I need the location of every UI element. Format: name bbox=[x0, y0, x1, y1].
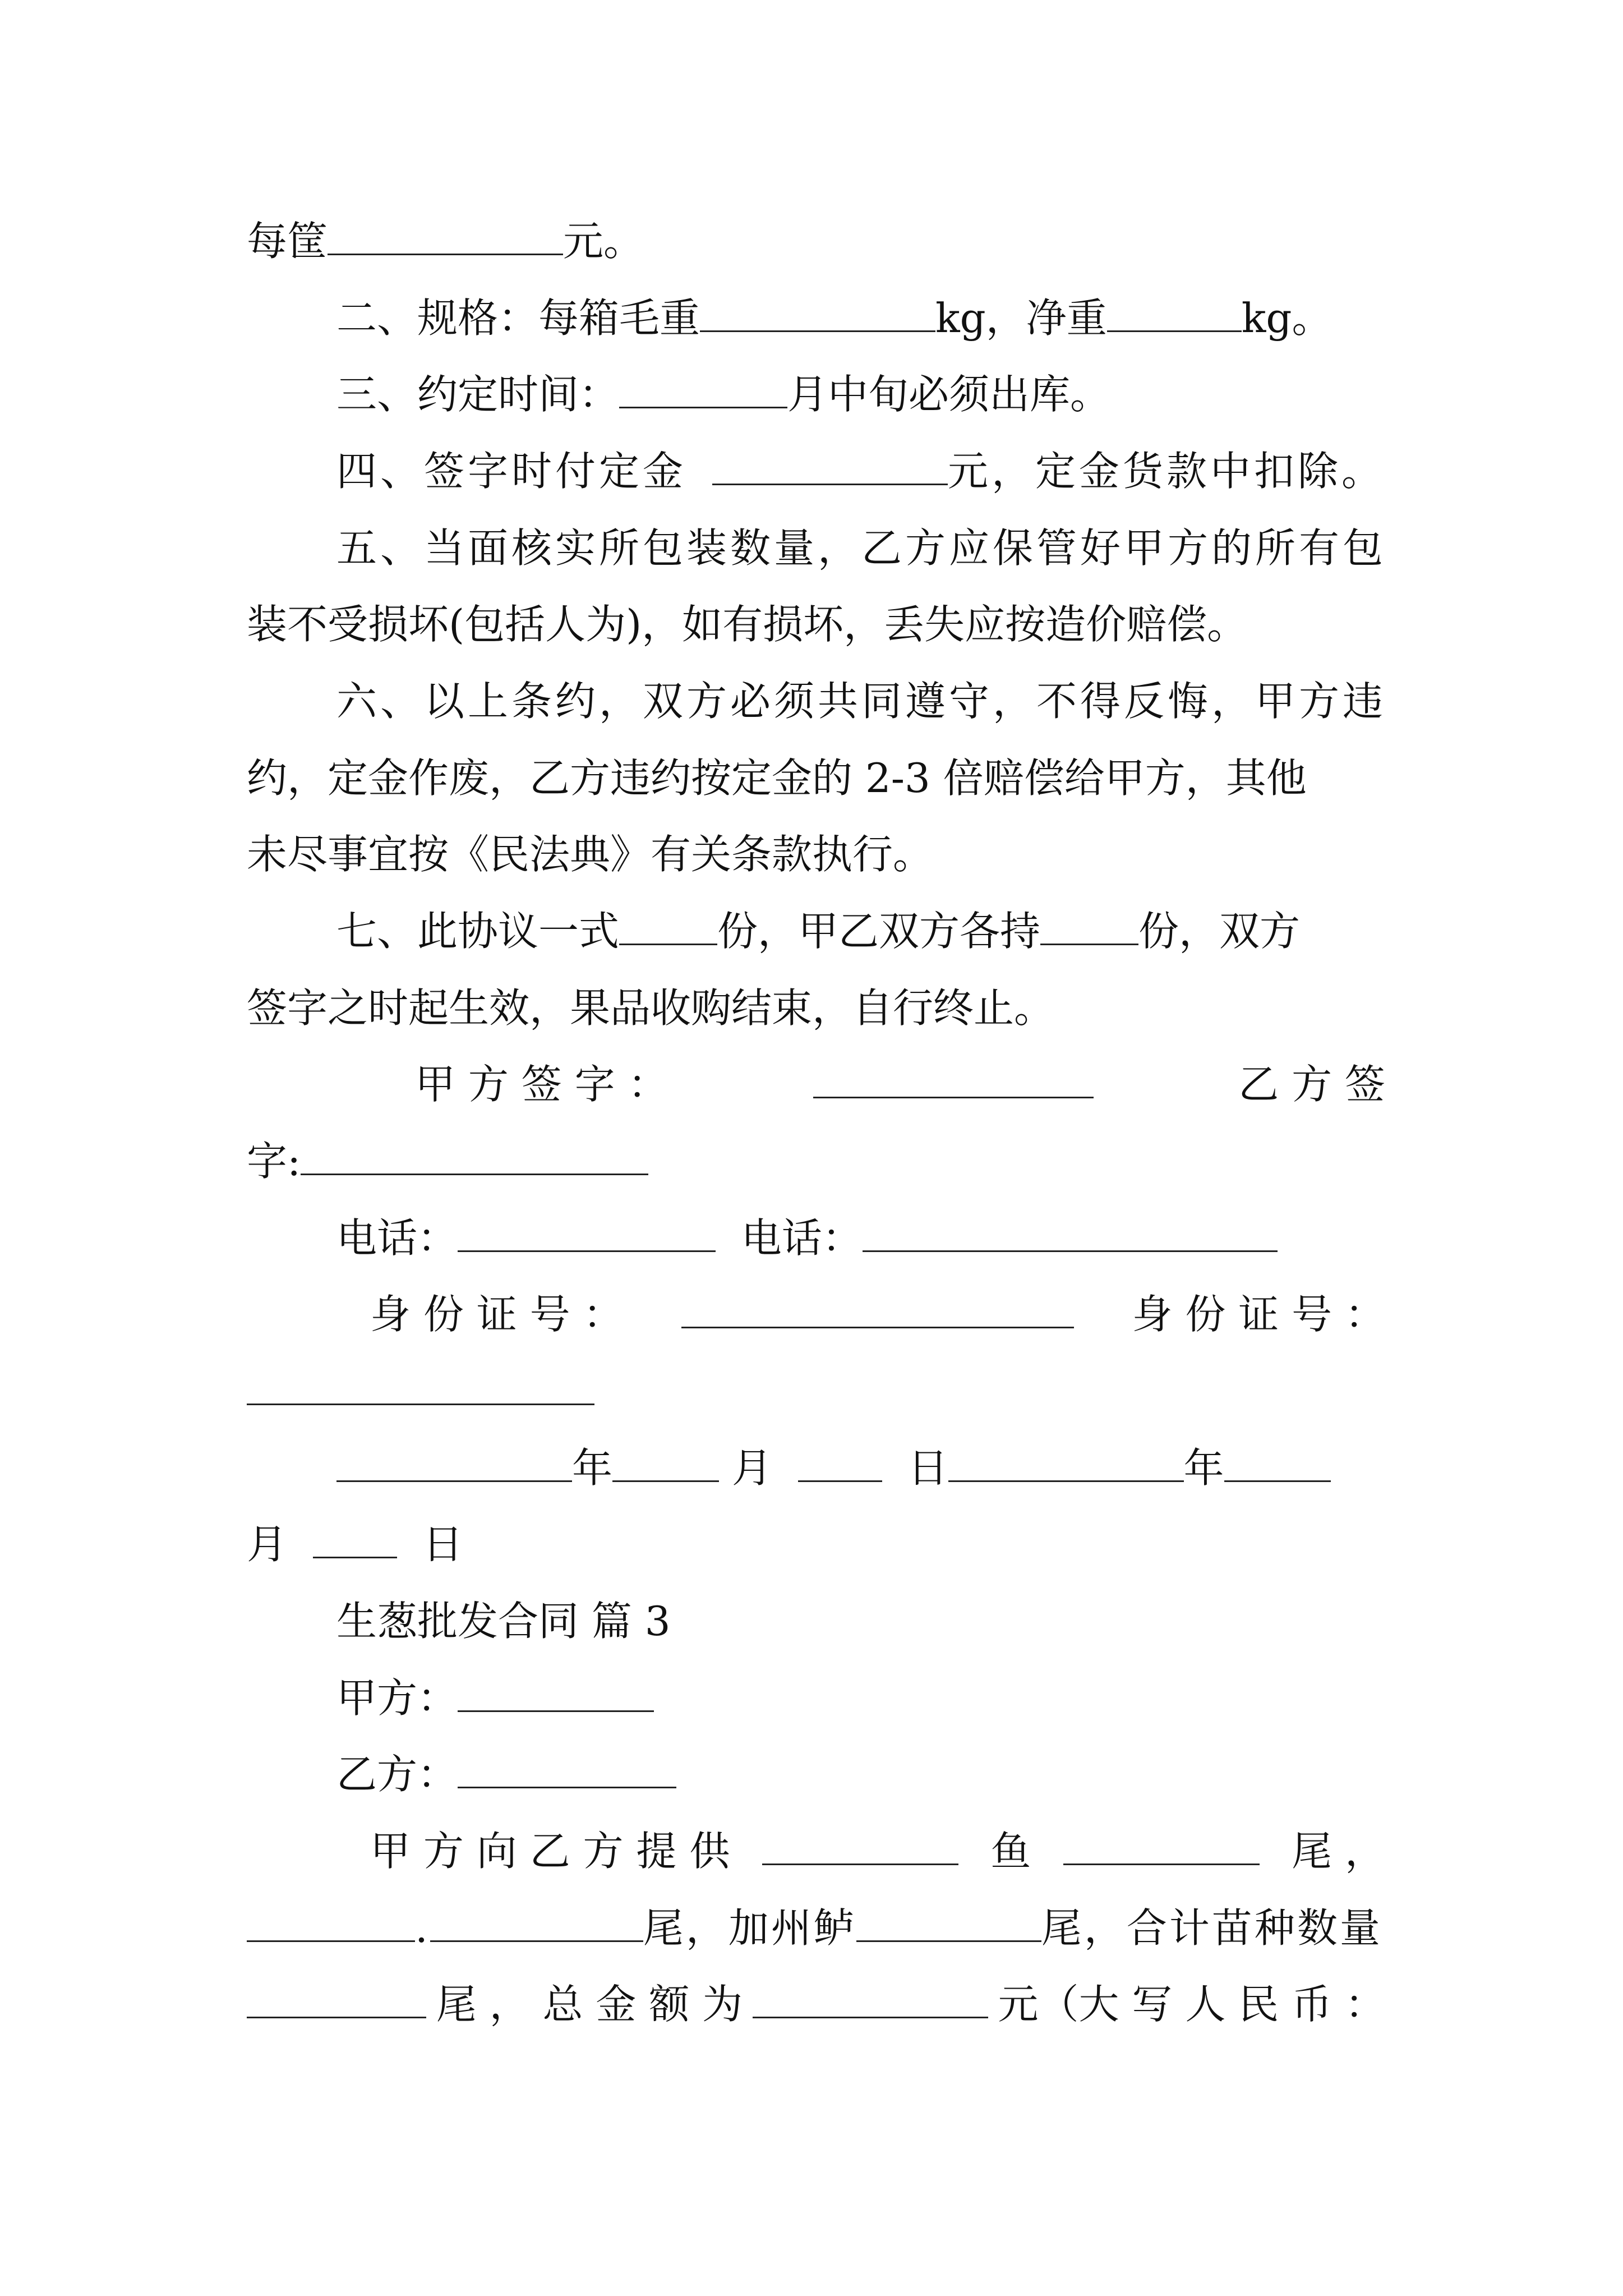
text-line bbox=[247, 1360, 1385, 1422]
date-line bbox=[336, 1437, 1385, 1499]
paragraph-text: 约，定金作废，乙方违约按定金的 2-3 倍赔偿给甲方，其他 bbox=[247, 754, 1307, 802]
text-line bbox=[247, 747, 1385, 809]
text: 日 bbox=[907, 1444, 948, 1492]
text: 四、签字时付定金 bbox=[336, 448, 687, 495]
text: 尾 ， 总 金 额 为 bbox=[436, 1981, 743, 2028]
text: 日 bbox=[422, 1521, 463, 1568]
fill-blank bbox=[753, 1977, 988, 2018]
text: 甲 方 签 字 ： bbox=[415, 1061, 668, 1108]
text: 年 bbox=[1183, 1444, 1224, 1492]
fill-blank bbox=[813, 1057, 1094, 1098]
fill-blank bbox=[1107, 291, 1242, 332]
fill-blank bbox=[313, 1517, 397, 1558]
text-line bbox=[247, 593, 1385, 655]
text: 乙方： bbox=[336, 1751, 458, 1798]
fill-blank bbox=[619, 904, 717, 945]
date-line bbox=[247, 1513, 1385, 1575]
text-line bbox=[336, 364, 1385, 425]
text-line bbox=[336, 517, 1385, 579]
text-line bbox=[336, 900, 1385, 962]
fill-blank bbox=[301, 1134, 648, 1175]
text-line bbox=[370, 1820, 1385, 1882]
text: 身 份 证 号 ： bbox=[370, 1291, 624, 1338]
paragraph-text: 签字之时起生效，果品收购结束，自行终止。 bbox=[247, 984, 1055, 1032]
text: 电话： bbox=[741, 1214, 863, 1262]
fill-blank bbox=[700, 291, 935, 332]
text: 年 bbox=[572, 1444, 613, 1492]
fill-blank bbox=[247, 1364, 594, 1405]
fill-blank bbox=[1224, 1441, 1331, 1482]
text-line bbox=[336, 670, 1385, 732]
fill-blank bbox=[712, 444, 948, 485]
fill-blank bbox=[247, 1977, 426, 2018]
fill-blank bbox=[1063, 1824, 1260, 1865]
text-line bbox=[247, 1897, 1385, 1959]
text: 尾，合计苗种数量 bbox=[1041, 1904, 1382, 1952]
fill-blank bbox=[458, 1747, 676, 1788]
text: kg。 bbox=[1241, 295, 1332, 342]
text: 乙 方 签 bbox=[1238, 1061, 1385, 1108]
phone-line bbox=[336, 1207, 1385, 1269]
section-title bbox=[336, 1590, 1385, 1652]
section-heading: 生葱批发合同 篇 3 bbox=[336, 1598, 671, 1645]
id-number-line bbox=[370, 1283, 1385, 1345]
fill-blank bbox=[762, 1824, 958, 1865]
text: 元，定金货款中扣除。 bbox=[947, 448, 1385, 495]
fill-blank bbox=[619, 367, 787, 408]
fill-blank bbox=[1040, 904, 1138, 945]
fill-blank bbox=[856, 1901, 1041, 1942]
text: . bbox=[415, 1904, 430, 1952]
text: 月 bbox=[247, 1521, 288, 1568]
fill-blank bbox=[247, 1901, 415, 1942]
text: 七、此协议一式 bbox=[336, 908, 620, 955]
text: 电话： bbox=[336, 1214, 458, 1262]
text-line bbox=[247, 210, 1385, 272]
text-line bbox=[336, 287, 1385, 349]
text: 鱼 bbox=[990, 1828, 1031, 1875]
fill-blank bbox=[430, 1901, 643, 1942]
fill-blank bbox=[612, 1441, 719, 1482]
paragraph-text: 五、当面核实所包装数量，乙方应保管好甲方的所有包 bbox=[336, 524, 1387, 572]
fill-blank bbox=[328, 214, 563, 255]
fill-blank bbox=[948, 1441, 1184, 1482]
fill-blank bbox=[336, 1441, 572, 1482]
paragraph-text: 未尽事宜按《民法典》有关条款执行。 bbox=[247, 831, 934, 878]
text: 身 份 证 号 ： bbox=[1132, 1291, 1385, 1338]
text: 元（大 写 人 民 币 ： bbox=[998, 1981, 1385, 2028]
fill-blank bbox=[681, 1287, 1074, 1328]
text: kg，净重 bbox=[935, 295, 1107, 342]
text: 三、约定时间： bbox=[336, 371, 620, 418]
fill-blank bbox=[863, 1211, 1278, 1252]
text-line bbox=[247, 1973, 1385, 2035]
text-line bbox=[247, 1130, 1385, 1192]
text-line bbox=[247, 823, 1385, 885]
text: 每筐 bbox=[247, 218, 328, 265]
text: 元。 bbox=[563, 218, 644, 265]
text: 二、规格：每箱毛重 bbox=[336, 295, 700, 342]
text: 尾，加州鲈 bbox=[643, 1904, 856, 1952]
text-line bbox=[336, 440, 1385, 502]
text: 字: bbox=[247, 1138, 301, 1185]
text: 尾 ， bbox=[1292, 1828, 1385, 1875]
paragraph-text: 六、以上条约，双方必须共同遵守，不得反悔，甲方违 bbox=[336, 678, 1387, 725]
text: 月中旬必须出库。 bbox=[787, 371, 1111, 418]
party-a-line bbox=[336, 1667, 1385, 1729]
text-line bbox=[247, 977, 1385, 1039]
fill-blank bbox=[458, 1671, 654, 1712]
text: 甲方： bbox=[336, 1674, 458, 1722]
signature-line bbox=[415, 1053, 1385, 1115]
text: 月 bbox=[731, 1444, 772, 1492]
fill-blank bbox=[798, 1441, 882, 1482]
fill-blank bbox=[458, 1211, 716, 1252]
party-b-line bbox=[336, 1743, 1385, 1805]
text: 份，双方 bbox=[1138, 908, 1301, 955]
text: 甲 方 向 乙 方 提 供 bbox=[370, 1828, 730, 1875]
paragraph-text: 装不受损坏(包括人为)，如有损坏，丢失应按造价赔偿。 bbox=[247, 601, 1248, 648]
text: 份，甲乙双方各持 bbox=[717, 908, 1041, 955]
